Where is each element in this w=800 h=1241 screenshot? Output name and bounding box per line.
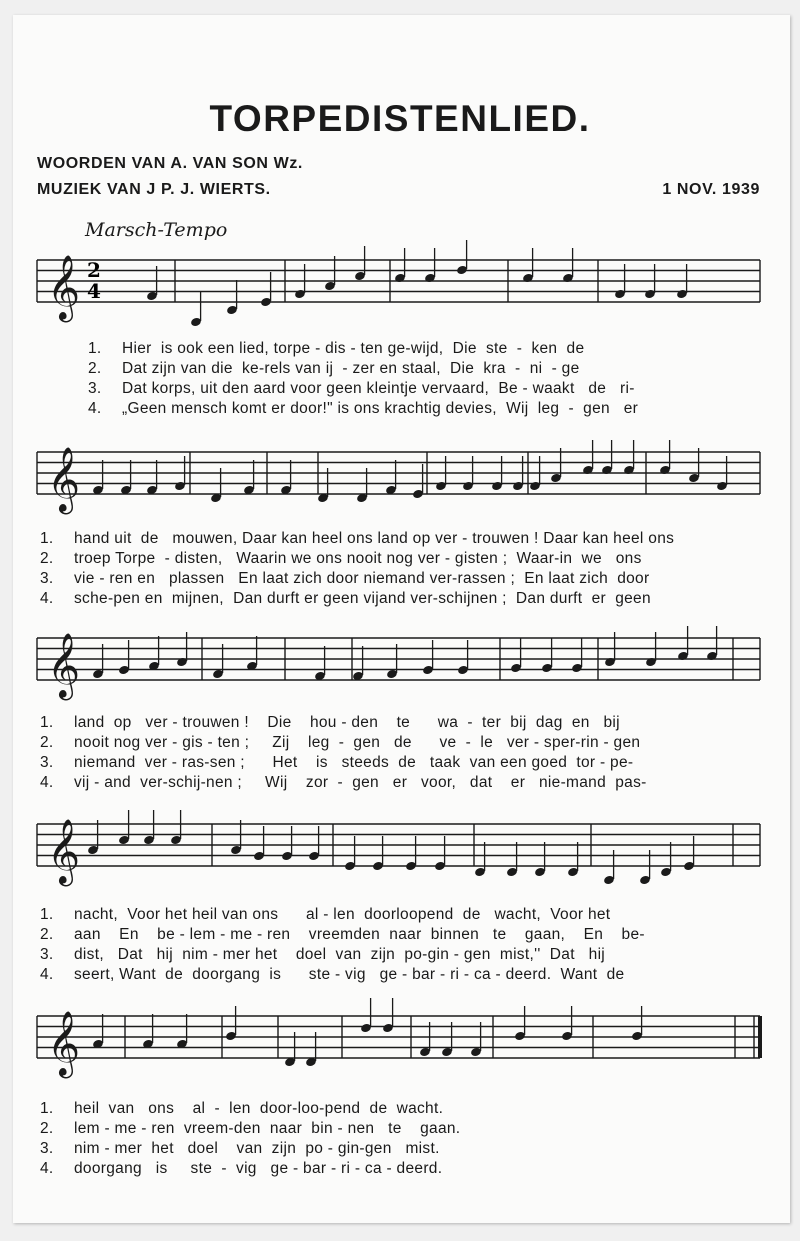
verse-number: 4. — [40, 590, 54, 607]
lyric-line — [40, 1160, 442, 1178]
lyric-line — [40, 774, 647, 792]
time-signature-bottom: 4 — [87, 279, 101, 303]
song-title: TORPEDISTENLIED. — [209, 98, 591, 139]
verse-text: Dat korps, uit den aard voor geen kleintje vervaard, Be - waakt de ri- — [122, 380, 635, 397]
verse-number: 2. — [40, 1120, 54, 1137]
verse-number: 1. — [88, 340, 102, 357]
lyric-line — [40, 570, 649, 588]
verse-text: niemand ver - ras-sen ; Het is steeds de taak van een goed tor - pe- — [74, 754, 634, 771]
lyric-line — [40, 906, 610, 924]
lyric-line — [88, 400, 638, 418]
verse-number: 4. — [88, 400, 102, 417]
verse-text: lem - me - ren vreem-den naar bin - nen te gaan. — [74, 1120, 461, 1137]
verse-number: 3. — [88, 380, 102, 397]
lyric-line — [88, 340, 584, 358]
lyric-line — [40, 966, 624, 984]
verse-text: Dat zijn van die ke-rels van ij - zer en staal, Die kra - ni - ge — [122, 360, 580, 377]
lyric-line — [88, 380, 635, 398]
time-signature-top: 2 — [87, 258, 101, 282]
verse-text: doorgang is ste - vig ge - bar - ri - ca - deerd. — [74, 1160, 443, 1177]
lyric-line — [40, 734, 640, 752]
lyric-line — [40, 714, 620, 732]
verse-number: 1. — [40, 530, 54, 547]
verse-number: 4. — [40, 1160, 54, 1177]
verse-text: vie - ren en plassen En laat zich door niemand ver-rassen ; En laat zich door — [74, 570, 650, 587]
verse-text: nooit nog ver - gis - ten ; Zij leg - gen de ve - le ver - sper-rin - gen — [74, 734, 641, 751]
lyric-line — [40, 550, 642, 568]
lyric-line — [40, 1120, 460, 1138]
verse-number: 2. — [40, 734, 54, 751]
lyric-line — [40, 926, 645, 944]
lyric-line — [40, 590, 651, 608]
song-date: 1 NOV. 1939 — [662, 181, 760, 198]
verse-text: hand uit de mouwen, Daar kan heel ons land op ver - trouwen ! Daar kan heel ons — [74, 530, 675, 547]
verse-number: 4. — [40, 966, 54, 983]
verse-number: 2. — [40, 550, 54, 567]
lyric-line — [88, 360, 579, 378]
verse-text: heil van ons al - len door-loo-pend de wacht. — [74, 1100, 444, 1117]
lyric-line — [40, 530, 674, 548]
verse-number: 1. — [40, 1100, 54, 1117]
verse-number: 2. — [88, 360, 102, 377]
verse-number: 4. — [40, 774, 54, 791]
verse-text: aan En be - lem - me - ren vreemden naar binnen te gaan, En be- — [74, 926, 645, 943]
verse-text: vij - and ver-schij-nen ; Wij zor - gen er voor, dat er nie-mand pas- — [74, 774, 647, 791]
verse-text: dist, Dat hij nim - mer het doel van zijn po-gin - gen mist,'' Dat hij — [74, 946, 606, 963]
verse-text: sche-pen en mijnen, Dan durft er geen vijand ver-schijnen ; Dan durft er geen — [74, 590, 651, 607]
lyric-line — [40, 946, 605, 964]
verse-text: seert, Want de doorgang is ste - vig ge - bar - ri - ca - deerd. Want de — [74, 966, 625, 983]
treble-clef-icon: 𝄞 — [47, 1011, 81, 1076]
verse-number: 3. — [40, 1140, 54, 1157]
verse-number: 1. — [40, 714, 54, 731]
lyric-line — [40, 1100, 443, 1118]
treble-clef-icon: 𝄞 — [47, 447, 81, 512]
verse-text: Hier is ook een lied, torpe - dis - ten ge-wijd, Die ste - ken de — [122, 340, 585, 357]
words-credit: WOORDEN VAN A. VAN SON Wz. — [37, 155, 303, 172]
verse-text: nacht, Voor het heil van ons al - len doorloopend de wacht, Voor het — [74, 906, 611, 923]
music-credit: MUZIEK VAN J P. J. WIERTS. — [37, 181, 271, 198]
verse-text: nim - mer het doel van zijn po - gin-gen mist. — [74, 1140, 440, 1157]
verse-text: „Geen mensch komt er door!" is ons krachtig devies, Wij leg - gen er — [122, 400, 639, 417]
verse-number: 3. — [40, 570, 54, 587]
lyric-line — [40, 1140, 440, 1158]
treble-clef-icon: 𝄞 — [47, 633, 81, 698]
treble-clef-icon: 𝄞 — [47, 819, 81, 884]
verse-text: land op ver - trouwen ! Die hou - den te wa - ter bij dag en bij — [74, 714, 620, 731]
verse-text: troep Torpe - disten, Waarin we ons nooit nog ver - gisten ; Waar-in we ons — [74, 550, 642, 567]
verse-number: 1. — [40, 906, 54, 923]
verse-number: 3. — [40, 946, 54, 963]
verse-number: 3. — [40, 754, 54, 771]
verse-number: 2. — [40, 926, 54, 943]
lyric-line — [40, 754, 633, 772]
tempo-marking: Marsch-Tempo — [85, 219, 228, 241]
treble-clef-icon: 𝄞 — [47, 255, 81, 320]
